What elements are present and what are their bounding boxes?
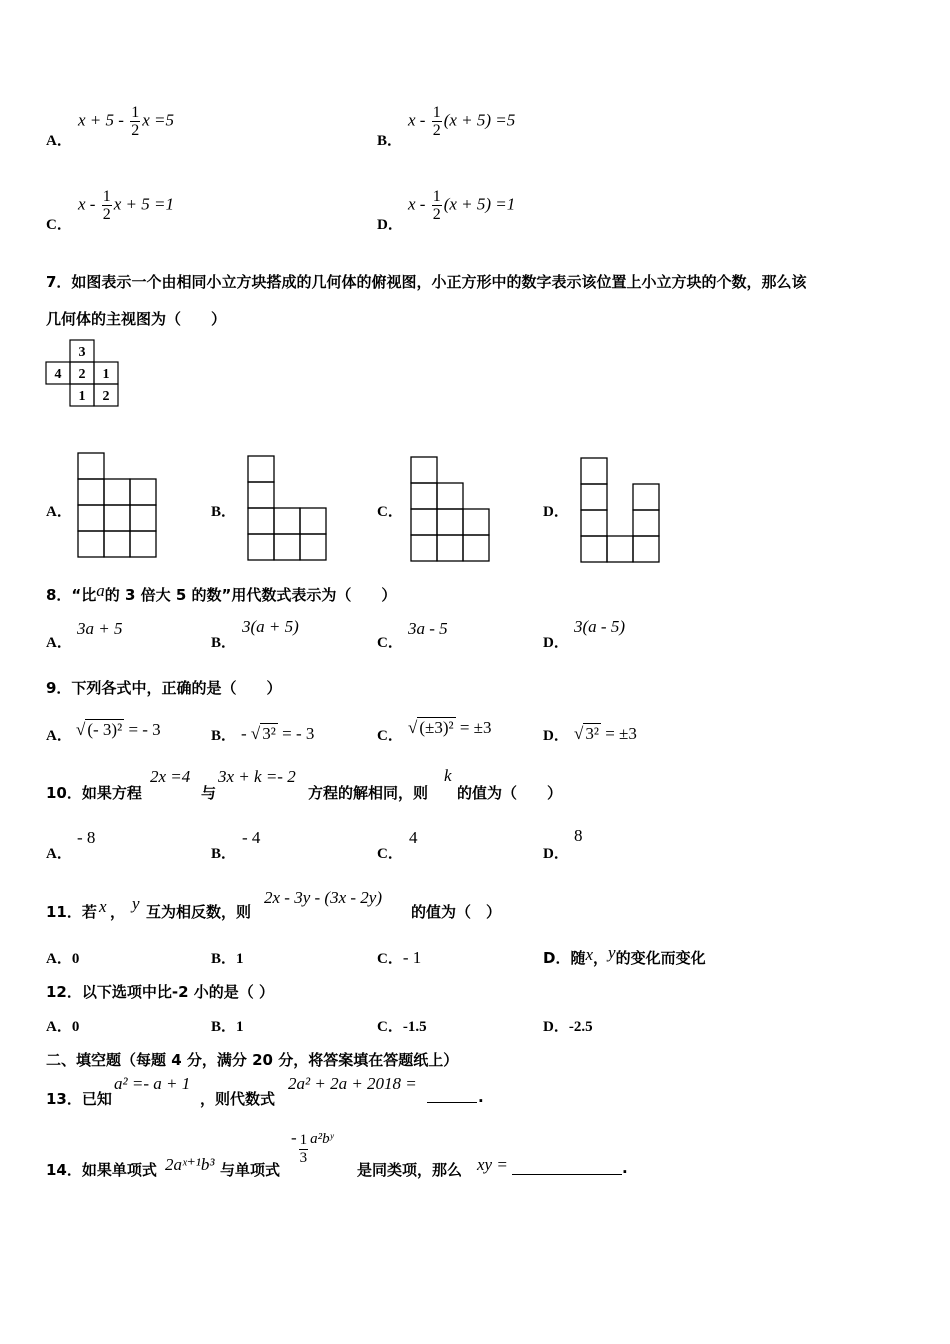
q10-var-k: k bbox=[444, 766, 452, 785]
q8-option-d-label[interactable]: D． bbox=[543, 635, 569, 651]
q6-option-a[interactable]: A． bbox=[46, 133, 72, 149]
q8-option-b-expr: 3(a + 5) bbox=[242, 617, 299, 636]
q8-stem: 8．“比a的 3 倍大 5 的数”用代数式表示为（ ） bbox=[46, 581, 397, 604]
q11-option-a[interactable]: A．0 bbox=[46, 951, 80, 967]
q6-option-a-expr: x + 5 - $\frac{1}{2}$ x =5 bbox=[78, 104, 174, 139]
grid-number: 3 bbox=[78, 345, 86, 360]
q7-option-d-figure[interactable] bbox=[580, 457, 662, 565]
q10-stem-tail: 的值为（ ） bbox=[457, 784, 563, 802]
q10-option-b-value: - 4 bbox=[242, 828, 261, 847]
q10-option-c-value: 4 bbox=[409, 828, 418, 847]
q10-option-d-value: 8 bbox=[574, 826, 583, 845]
q9-option-a-label[interactable]: A． bbox=[46, 728, 72, 744]
q7-option-a-figure[interactable] bbox=[77, 452, 159, 560]
q10-option-b-label[interactable]: B． bbox=[211, 846, 237, 862]
grid-number: 1 bbox=[78, 389, 86, 404]
q9-option-c-expr: √ (±3)² = ±3 bbox=[408, 718, 492, 737]
q10-option-d-label[interactable]: D． bbox=[543, 846, 569, 862]
q8-option-a-label[interactable]: A． bbox=[46, 635, 72, 651]
q9-option-d-label[interactable]: D． bbox=[543, 728, 569, 744]
q7-top-view-grid bbox=[45, 338, 125, 410]
grid-number: 1 bbox=[102, 367, 110, 382]
q8-option-c-expr: 3a - 5 bbox=[408, 619, 448, 638]
q13-stem-pre: 13．已知 bbox=[46, 1090, 112, 1108]
q9-stem: 9．下列各式中，正确的是（ ） bbox=[46, 679, 282, 697]
q10-stem-pre: 10．如果方程 bbox=[46, 784, 142, 802]
q11-option-d[interactable]: D．随x，y的变化而变化 bbox=[543, 943, 706, 967]
q14-stem-mid: 与单项式 bbox=[220, 1161, 281, 1179]
q9-option-a-expr: √ (- 3)² = - 3 bbox=[76, 720, 161, 739]
section-title-fill-in: 二、填空题（每题 4 分，满分 20 分，将答案填在答题纸上） bbox=[46, 1051, 459, 1069]
q12-option-c[interactable]: C．-1.5 bbox=[377, 1019, 427, 1035]
grid-number: 2 bbox=[102, 389, 110, 404]
q14-expr: xy = bbox=[477, 1155, 508, 1174]
q11-expr: 2x - 3y - (3x - 2y) bbox=[264, 888, 382, 907]
q9-option-d-expr: √ 3² = ±3 bbox=[574, 724, 637, 743]
q12-option-a[interactable]: A．0 bbox=[46, 1019, 80, 1035]
q6-option-c-expr: x - $\frac{1}{2}$ x + 5 =1 bbox=[78, 188, 174, 223]
q6-option-b-expr: x - $\frac{1}{2}$ (x + 5) =5 bbox=[408, 104, 516, 139]
q12-option-d[interactable]: D．-2.5 bbox=[543, 1019, 593, 1035]
grid-number: 4 bbox=[54, 367, 62, 382]
q7-option-a-label[interactable]: A． bbox=[46, 504, 72, 520]
q12-stem: 12．以下选项中比-2 小的是（ ） bbox=[46, 983, 274, 1001]
q10-stem-post: 方程的解相同，则 bbox=[308, 784, 429, 802]
q7-option-c-label[interactable]: C． bbox=[377, 504, 403, 520]
q9-option-b-label[interactable]: B． bbox=[211, 728, 237, 744]
q14-answer-blank[interactable] bbox=[512, 1174, 622, 1175]
q10-stem-mid: 与 bbox=[201, 784, 217, 802]
q8-option-b-label[interactable]: B． bbox=[211, 635, 237, 651]
q8-option-d-expr: 3(a - 5) bbox=[574, 617, 625, 636]
q14-stem-post: 是同类项，那么 bbox=[357, 1161, 463, 1179]
q7-option-d-label[interactable]: D． bbox=[543, 504, 569, 520]
q10-eq1: 2x =4 bbox=[150, 767, 191, 786]
q11-option-c[interactable]: C．- 1 bbox=[377, 948, 422, 967]
q7-stem-line2: 几何体的主视图为（ ） bbox=[46, 310, 227, 328]
q6-option-c[interactable]: C． bbox=[46, 217, 72, 233]
q7-option-c-figure[interactable] bbox=[410, 456, 492, 564]
q11-option-b[interactable]: B．1 bbox=[211, 951, 244, 967]
q10-option-a-label[interactable]: A． bbox=[46, 846, 72, 862]
q9-option-b-expr: - √ 3² = - 3 bbox=[241, 724, 315, 743]
q13-stem-mid: ，则代数式 bbox=[200, 1090, 276, 1108]
q7-stem-line1: 7．如图表示一个由相同小立方块搭成的几何体的俯视图，小正方形中的数字表示该位置上小立方块的个数，那么该 bbox=[46, 273, 807, 291]
q8-option-a-expr: 3a + 5 bbox=[77, 619, 123, 638]
q11-stem-post: 的值为（ ） bbox=[411, 903, 502, 921]
q11-stem-mid: 互为相反数，则 bbox=[146, 903, 252, 921]
q8-option-c-label[interactable]: C． bbox=[377, 635, 403, 651]
q7-option-b-figure[interactable] bbox=[247, 455, 329, 563]
q10-option-c-label[interactable]: C． bbox=[377, 846, 403, 862]
q6-option-d[interactable]: D． bbox=[377, 217, 403, 233]
q11-var-x: x bbox=[99, 897, 107, 916]
q13-expr: 2a² + 2a + 2018 = bbox=[288, 1074, 417, 1093]
q14-stem-pre: 14．如果单项式 bbox=[46, 1161, 157, 1179]
q6-option-d-expr: x - $\frac{1}{2}$ (x + 5) =1 bbox=[408, 188, 516, 223]
q11-stem-pre: 11．若 bbox=[46, 903, 97, 921]
grid-number: 2 bbox=[78, 367, 86, 382]
q11-var-y: y bbox=[132, 894, 140, 913]
q13-condition: a² =- a + 1 bbox=[114, 1074, 191, 1093]
q9-option-c-label[interactable]: C． bbox=[377, 728, 403, 744]
q10-option-a-value: - 8 bbox=[77, 828, 96, 847]
q14-monomial-1: 2aˣ⁺¹b³ bbox=[165, 1155, 215, 1174]
q10-eq2: 3x + k =- 2 bbox=[218, 767, 296, 786]
q12-option-b[interactable]: B．1 bbox=[211, 1019, 244, 1035]
q7-option-b-label[interactable]: B． bbox=[211, 504, 237, 520]
q14-period: . bbox=[622, 1159, 628, 1177]
q13-answer-blank[interactable] bbox=[427, 1102, 477, 1103]
q13-period: . bbox=[478, 1088, 484, 1106]
q11-comma: ， bbox=[110, 903, 126, 921]
q6-option-b[interactable]: B． bbox=[377, 133, 403, 149]
q14-monomial-2: - $\frac{1}{3}$ a²bʸ bbox=[291, 1128, 334, 1166]
